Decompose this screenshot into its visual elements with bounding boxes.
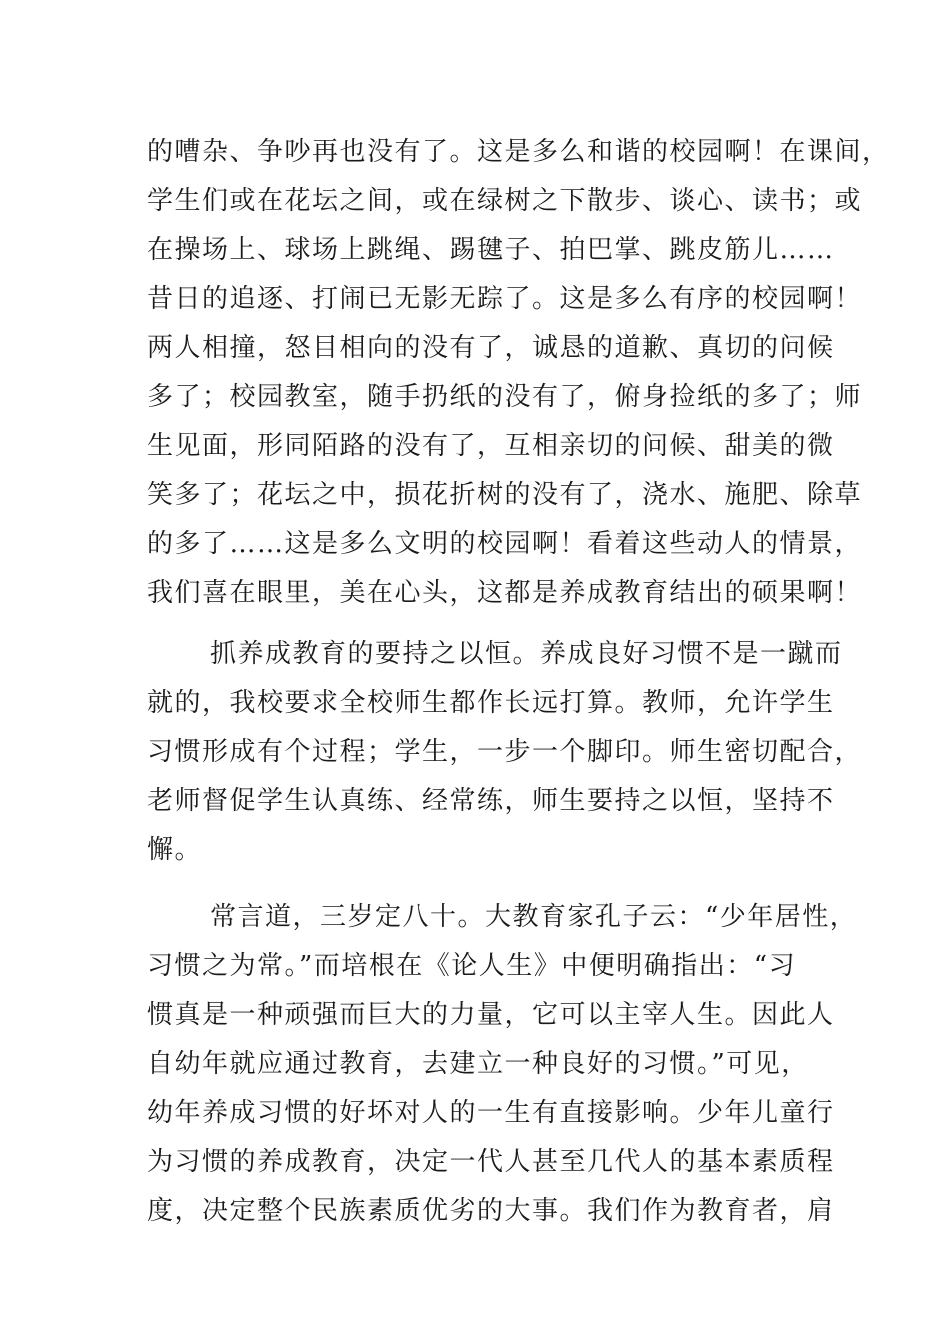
document-body xyxy=(147,128,890,1236)
text-line: 生见面，形同陌路的没有了，互相亲切的问候、甜美的微 xyxy=(147,431,835,461)
text-line: 自幼年就应通过教育，去建立一种良好的习惯。”可见， xyxy=(147,1049,809,1079)
paragraph-spacer xyxy=(147,618,827,630)
text-line: 抓养成教育的要持之以恒。养成良好习惯不是一蹴而 xyxy=(210,639,843,669)
text-line: 常言道，三岁定八十。大教育家孔子云：“少年居性， xyxy=(210,902,858,932)
text-line: 学生们或在花坛之间，或在绿树之下散步、谈心、读书；或 xyxy=(147,186,863,216)
text-line: 惯真是一种顽强而巨大的力量，它可以主宰人生。因此人 xyxy=(147,1000,835,1030)
paragraph-1 xyxy=(147,128,890,618)
text-line: 的多了……这是多么文明的校园啊！看着这些动人的情景， xyxy=(147,529,863,559)
text-line: 幼年养成习惯的好坏对人的一生有直接影响。少年儿童行 xyxy=(147,1098,835,1128)
text-line: 在操场上、球场上跳绳、踢毽子、拍巴掌、跳皮筋儿…… xyxy=(147,235,835,265)
text-line: 为习惯的养成教育，决定一代人甚至几代人的基本素质程 xyxy=(147,1147,835,1177)
paragraph-2 xyxy=(147,630,863,875)
text-line: 我们喜在眼里，美在心头，这都是养成教育结出的硕果啊！ xyxy=(147,578,863,608)
text-line: 两人相撞，怒目相向的没有了，诚恳的道歉、真切的问候 xyxy=(147,333,835,363)
text-line: 多了；校园教室，随手扔纸的没有了，俯身捡纸的多了；师 xyxy=(147,382,863,412)
text-line: 度，决定整个民族素质优劣的大事。我们作为教育者，肩 xyxy=(147,1196,835,1226)
text-line: 懈。 xyxy=(147,835,203,865)
text-line: 昔日的追逐、打闹已无影无踪了。这是多么有序的校园啊！ xyxy=(147,284,863,314)
text-line: 老师督促学生认真练、经常练，师生要持之以恒，坚持不 xyxy=(147,786,835,816)
paragraph-3 xyxy=(147,893,858,1236)
text-line: 就的，我校要求全校师生都作长远打算。教师，允许学生 xyxy=(147,688,835,718)
text-line: 笑多了；花坛之中，损花折树的没有了，浇水、施肥、除草 xyxy=(147,480,863,510)
text-line: 习惯之为常。”而培根在《论人生》中便明确指出：“习 xyxy=(147,951,797,981)
paragraph-spacer xyxy=(147,875,827,893)
text-line: 习惯形成有个过程；学生，一步一个脚印。师生密切配合， xyxy=(147,737,863,767)
text-line: 的嘈杂、争吵再也没有了。这是多么和谐的校园啊！在课间， xyxy=(147,137,890,167)
